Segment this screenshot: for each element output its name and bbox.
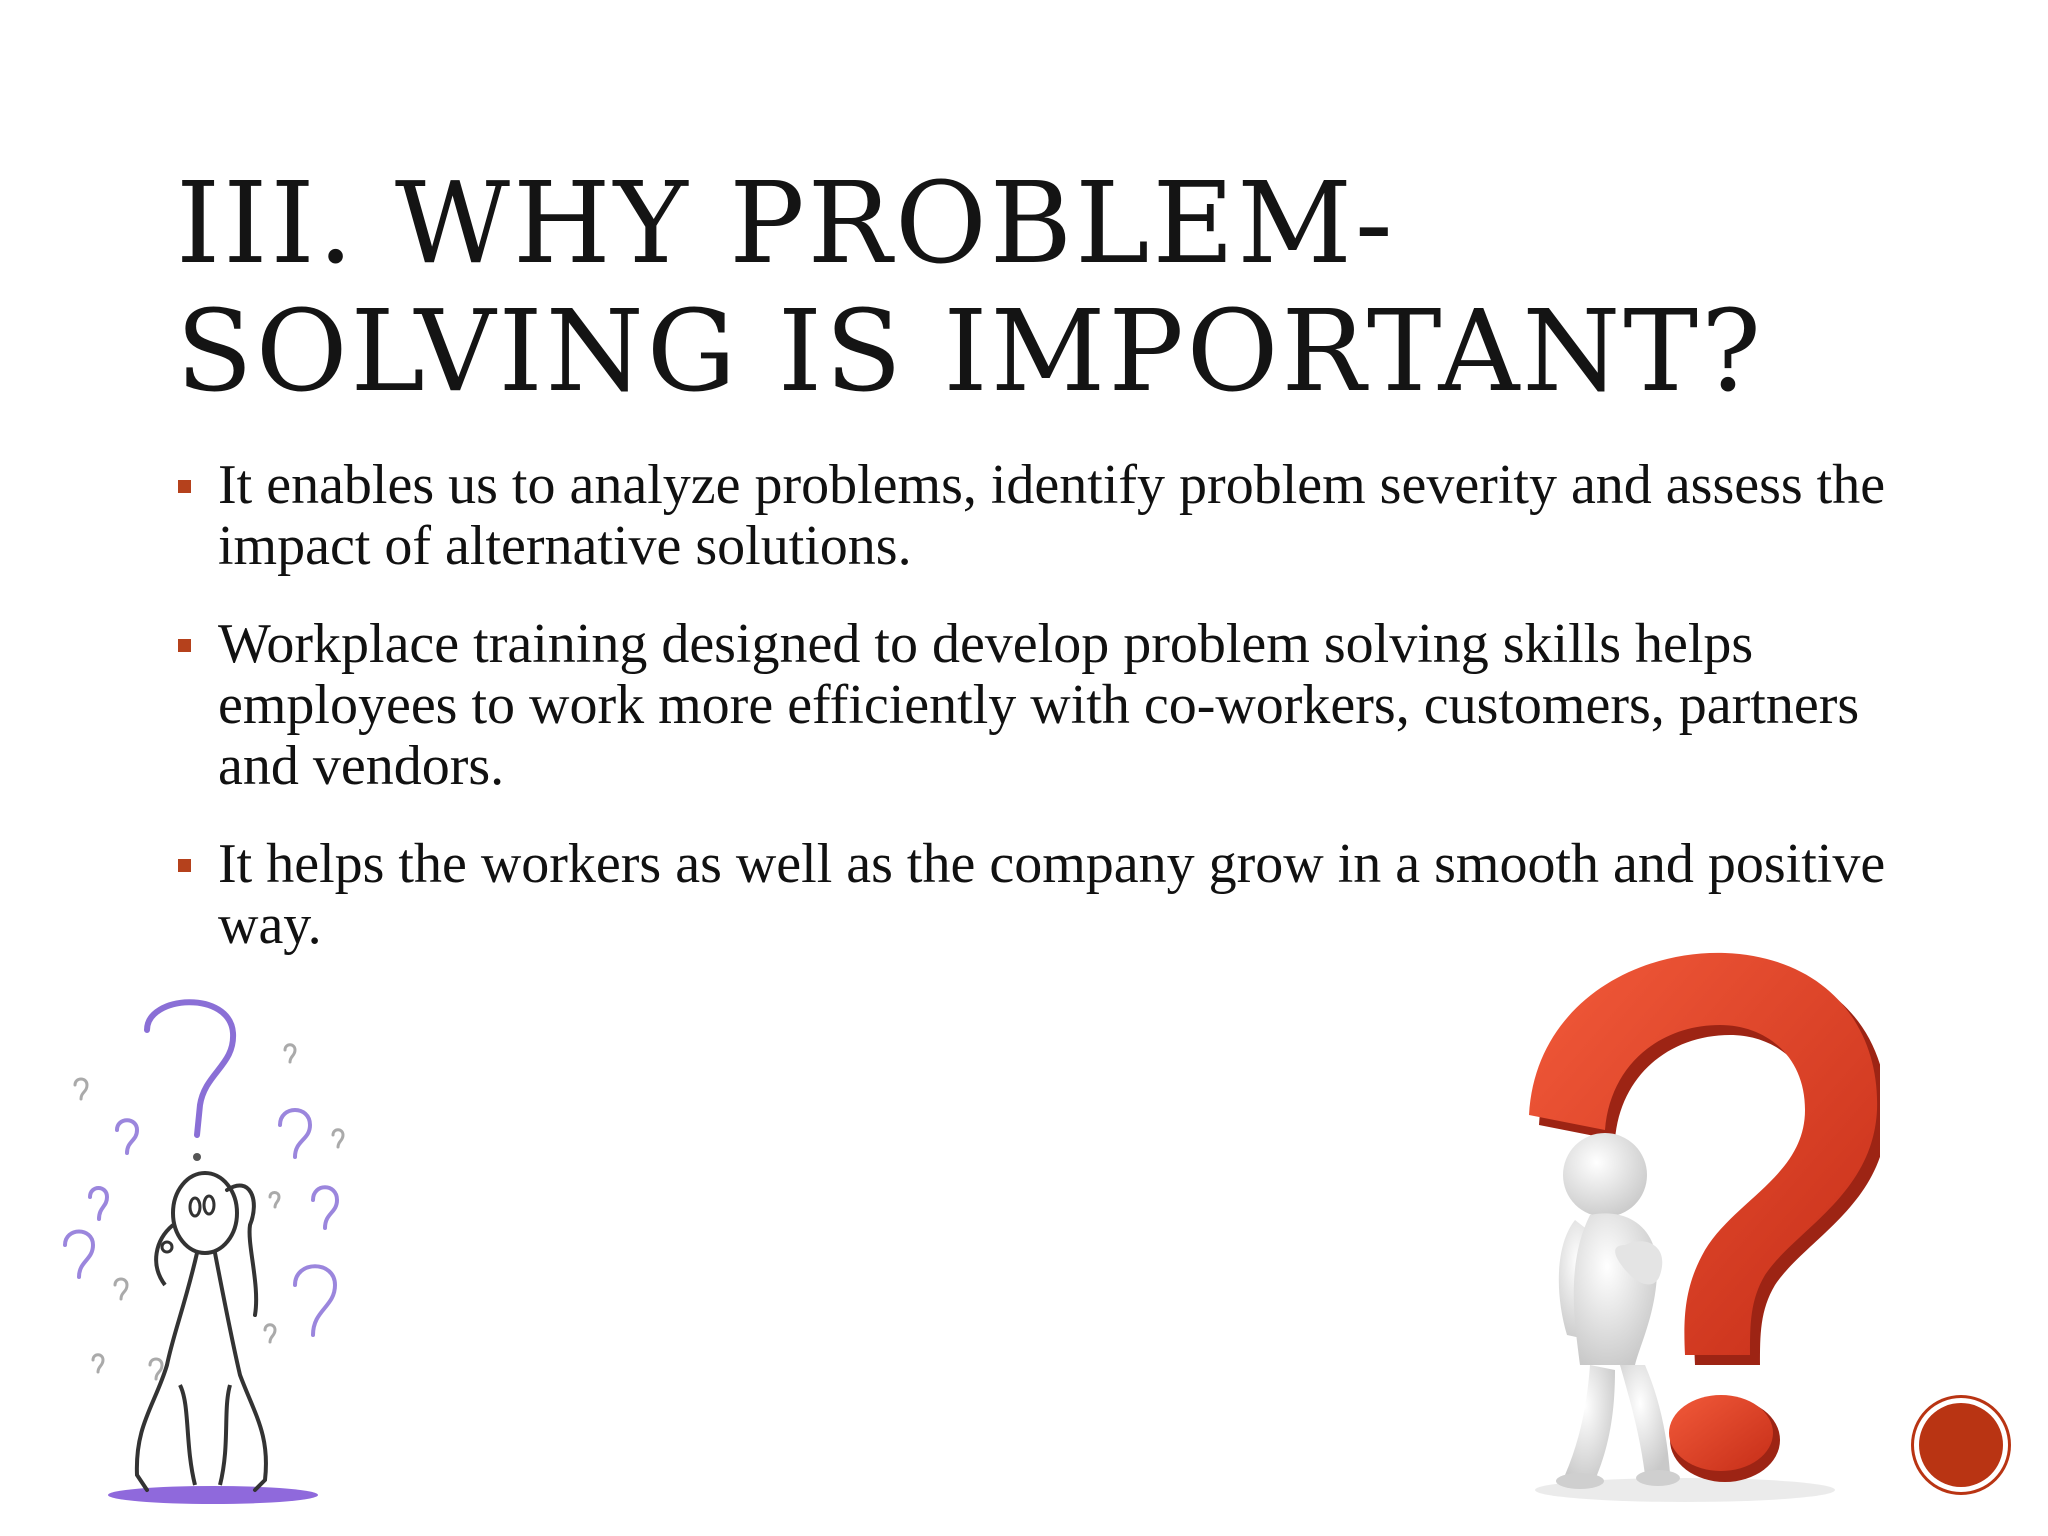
slide-title-line-2: SOLVING IS IMPORTANT? [176,287,1765,417]
bullet-list [176,455,1896,993]
square-bullet-icon [178,480,191,493]
square-bullet-icon [178,639,191,652]
next-slide-button[interactable] [1919,1403,2003,1487]
slide-title-line-1: III. WHY PROBLEM- [176,159,1396,289]
person-with-question-mark-icon [1495,945,1880,1505]
bullet-item [176,834,1896,956]
bullet-item [176,614,1896,797]
bullet-text: Workplace training designed to develop problem solving skills helps employees to work more efficiently with co-workers, customers, partners and vendors. [218,613,1860,797]
square-bullet-icon [178,859,191,872]
slide-title [176,160,1876,416]
bullet-item [176,455,1896,577]
thinking-stick-figure-icon [55,985,365,1510]
bullet-text: It enables us to analyze problems, identify problem severity and assess the impact of alternative solutions. [218,454,1886,577]
bullet-text: It helps the workers as well as the company grow in a smooth and positive way. [218,833,1886,956]
